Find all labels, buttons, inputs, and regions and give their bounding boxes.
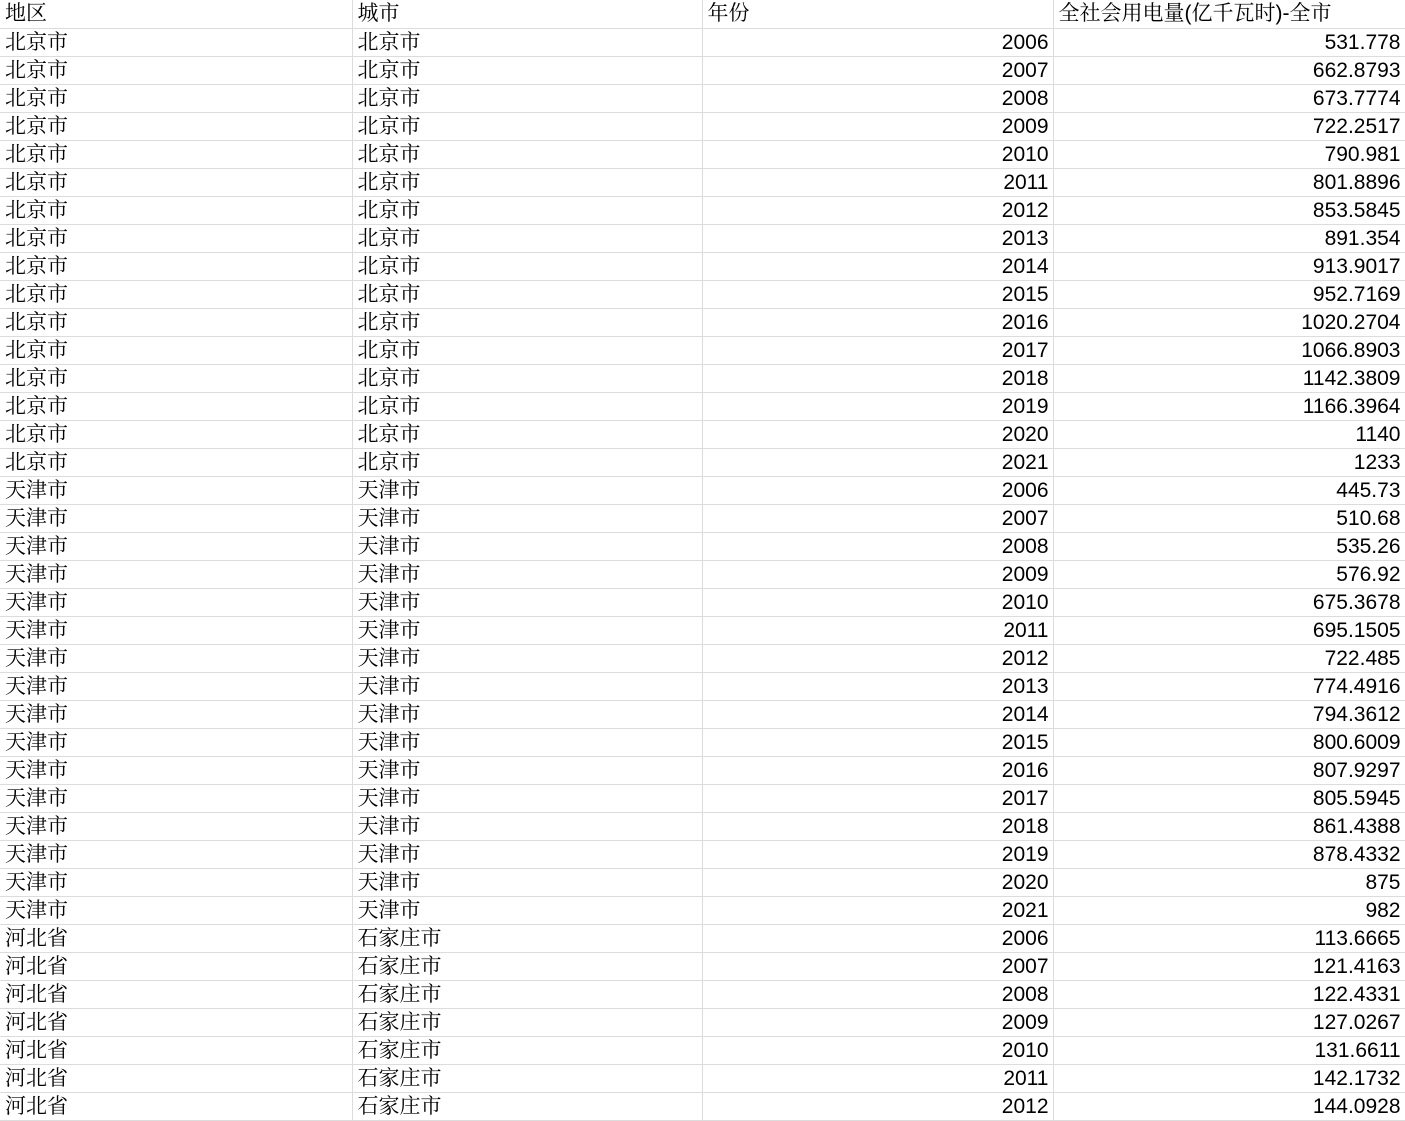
cell-region[interactable]: 天津市 bbox=[0, 616, 352, 644]
column-header-region[interactable]: 地区 bbox=[0, 0, 352, 28]
cell-region[interactable]: 天津市 bbox=[0, 560, 352, 588]
cell-region[interactable]: 北京市 bbox=[0, 224, 352, 252]
cell-year[interactable]: 2007 bbox=[702, 952, 1053, 980]
cell-electricity[interactable]: 662.8793 bbox=[1053, 56, 1405, 84]
cell-region[interactable]: 天津市 bbox=[0, 504, 352, 532]
cell-year[interactable]: 2011 bbox=[702, 1064, 1053, 1092]
cell-year[interactable]: 2007 bbox=[702, 504, 1053, 532]
cell-year[interactable]: 2019 bbox=[702, 392, 1053, 420]
table-row bbox=[0, 392, 1405, 420]
cell-year[interactable]: 2010 bbox=[702, 1036, 1053, 1064]
table-row bbox=[0, 980, 1405, 1008]
cell-electricity[interactable]: 722.2517 bbox=[1053, 112, 1405, 140]
header-row bbox=[0, 0, 1405, 28]
table-row bbox=[0, 728, 1405, 756]
cell-year[interactable]: 2011 bbox=[702, 168, 1053, 196]
cell-region[interactable]: 天津市 bbox=[0, 728, 352, 756]
cell-city[interactable]: 天津市 bbox=[352, 700, 702, 728]
cell-region[interactable]: 河北省 bbox=[0, 1092, 352, 1120]
table-row bbox=[0, 168, 1405, 196]
cell-year[interactable]: 2012 bbox=[702, 196, 1053, 224]
table-row bbox=[0, 112, 1405, 140]
cell-city[interactable]: 石家庄市 bbox=[352, 980, 702, 1008]
cell-electricity[interactable]: 113.6665 bbox=[1053, 924, 1405, 952]
cell-year[interactable]: 2007 bbox=[702, 56, 1053, 84]
column-header-city[interactable]: 城市 bbox=[352, 0, 702, 28]
cell-year[interactable]: 2020 bbox=[702, 420, 1053, 448]
cell-city[interactable]: 石家庄市 bbox=[352, 1036, 702, 1064]
cell-year[interactable]: 2006 bbox=[702, 476, 1053, 504]
cell-year[interactable]: 2010 bbox=[702, 140, 1053, 168]
table-row bbox=[0, 924, 1405, 952]
cell-year[interactable]: 2021 bbox=[702, 448, 1053, 476]
cell-electricity[interactable]: 121.4163 bbox=[1053, 952, 1405, 980]
table-body bbox=[0, 28, 1405, 1120]
cell-year[interactable]: 2016 bbox=[702, 756, 1053, 784]
cell-city[interactable]: 天津市 bbox=[352, 560, 702, 588]
cell-year[interactable]: 2006 bbox=[702, 924, 1053, 952]
table-row bbox=[0, 224, 1405, 252]
cell-city[interactable]: 石家庄市 bbox=[352, 952, 702, 980]
cell-year[interactable]: 2021 bbox=[702, 896, 1053, 924]
cell-city[interactable]: 北京市 bbox=[352, 448, 702, 476]
cell-electricity[interactable]: 794.3612 bbox=[1053, 700, 1405, 728]
table-row bbox=[0, 420, 1405, 448]
table-row bbox=[0, 504, 1405, 532]
cell-city[interactable]: 北京市 bbox=[352, 308, 702, 336]
table-row bbox=[0, 84, 1405, 112]
cell-region[interactable]: 天津市 bbox=[0, 868, 352, 896]
table-row bbox=[0, 196, 1405, 224]
table-row bbox=[0, 336, 1405, 364]
cell-year[interactable]: 2013 bbox=[702, 224, 1053, 252]
cell-year[interactable]: 2014 bbox=[702, 700, 1053, 728]
cell-region[interactable]: 北京市 bbox=[0, 252, 352, 280]
cell-year[interactable]: 2009 bbox=[702, 1008, 1053, 1036]
cell-region[interactable]: 北京市 bbox=[0, 280, 352, 308]
cell-region[interactable]: 天津市 bbox=[0, 672, 352, 700]
table-row bbox=[0, 1092, 1405, 1120]
cell-year[interactable]: 2013 bbox=[702, 672, 1053, 700]
cell-region[interactable]: 河北省 bbox=[0, 1064, 352, 1092]
column-header-electricity-consumption[interactable]: 全社会用电量(亿千瓦时)-全市 bbox=[1053, 0, 1405, 28]
cell-region[interactable]: 北京市 bbox=[0, 364, 352, 392]
cell-region[interactable]: 河北省 bbox=[0, 1008, 352, 1036]
cell-city[interactable]: 石家庄市 bbox=[352, 1092, 702, 1120]
cell-region[interactable]: 北京市 bbox=[0, 168, 352, 196]
table-row bbox=[0, 1008, 1405, 1036]
cell-electricity[interactable]: 982 bbox=[1053, 896, 1405, 924]
cell-city[interactable]: 北京市 bbox=[352, 336, 702, 364]
cell-region[interactable]: 北京市 bbox=[0, 392, 352, 420]
cell-region[interactable]: 天津市 bbox=[0, 532, 352, 560]
cell-electricity[interactable]: 535.26 bbox=[1053, 532, 1405, 560]
cell-year[interactable]: 2008 bbox=[702, 84, 1053, 112]
cell-electricity[interactable]: 790.981 bbox=[1053, 140, 1405, 168]
cell-region[interactable]: 河北省 bbox=[0, 952, 352, 980]
cell-region[interactable]: 天津市 bbox=[0, 476, 352, 504]
cell-electricity[interactable]: 875 bbox=[1053, 868, 1405, 896]
cell-city[interactable]: 天津市 bbox=[352, 868, 702, 896]
cell-electricity[interactable]: 722.485 bbox=[1053, 644, 1405, 672]
cell-city[interactable]: 北京市 bbox=[352, 196, 702, 224]
cell-year[interactable]: 2006 bbox=[702, 28, 1053, 56]
cell-electricity[interactable]: 805.5945 bbox=[1053, 784, 1405, 812]
cell-city[interactable]: 北京市 bbox=[352, 168, 702, 196]
cell-year[interactable]: 2014 bbox=[702, 252, 1053, 280]
cell-region[interactable]: 天津市 bbox=[0, 700, 352, 728]
cell-region[interactable]: 北京市 bbox=[0, 84, 352, 112]
cell-year[interactable]: 2010 bbox=[702, 588, 1053, 616]
cell-electricity[interactable]: 1142.3809 bbox=[1053, 364, 1405, 392]
cell-electricity[interactable]: 576.92 bbox=[1053, 560, 1405, 588]
cell-electricity[interactable]: 807.9297 bbox=[1053, 756, 1405, 784]
table-row bbox=[0, 840, 1405, 868]
cell-region[interactable]: 天津市 bbox=[0, 784, 352, 812]
table-row bbox=[0, 700, 1405, 728]
cell-region[interactable]: 天津市 bbox=[0, 756, 352, 784]
cell-year[interactable]: 2017 bbox=[702, 336, 1053, 364]
cell-region[interactable]: 北京市 bbox=[0, 336, 352, 364]
cell-electricity[interactable]: 1066.8903 bbox=[1053, 336, 1405, 364]
table-row bbox=[0, 448, 1405, 476]
cell-year[interactable]: 2020 bbox=[702, 868, 1053, 896]
cell-electricity[interactable]: 800.6009 bbox=[1053, 728, 1405, 756]
cell-region[interactable]: 北京市 bbox=[0, 112, 352, 140]
cell-city[interactable]: 北京市 bbox=[352, 252, 702, 280]
cell-city[interactable]: 北京市 bbox=[352, 56, 702, 84]
cell-region[interactable]: 北京市 bbox=[0, 448, 352, 476]
cell-electricity[interactable]: 531.778 bbox=[1053, 28, 1405, 56]
cell-city[interactable]: 天津市 bbox=[352, 812, 702, 840]
cell-year[interactable]: 2015 bbox=[702, 728, 1053, 756]
table-row bbox=[0, 308, 1405, 336]
cell-year[interactable]: 2012 bbox=[702, 1092, 1053, 1120]
table-row bbox=[0, 784, 1405, 812]
table-row bbox=[0, 952, 1405, 980]
table-row bbox=[0, 812, 1405, 840]
table-row bbox=[0, 476, 1405, 504]
cell-electricity[interactable]: 774.4916 bbox=[1053, 672, 1405, 700]
cell-year[interactable]: 2008 bbox=[702, 532, 1053, 560]
cell-region[interactable]: 天津市 bbox=[0, 840, 352, 868]
cell-year[interactable]: 2009 bbox=[702, 560, 1053, 588]
cell-city[interactable]: 天津市 bbox=[352, 784, 702, 812]
cell-year[interactable]: 2019 bbox=[702, 840, 1053, 868]
cell-electricity[interactable]: 1140 bbox=[1053, 420, 1405, 448]
cell-city[interactable]: 石家庄市 bbox=[352, 924, 702, 952]
table-row bbox=[0, 588, 1405, 616]
cell-year[interactable]: 2011 bbox=[702, 616, 1053, 644]
cell-year[interactable]: 2017 bbox=[702, 784, 1053, 812]
table-row bbox=[0, 56, 1405, 84]
cell-city[interactable]: 天津市 bbox=[352, 532, 702, 560]
cell-region[interactable]: 河北省 bbox=[0, 1036, 352, 1064]
cell-electricity[interactable]: 853.5845 bbox=[1053, 196, 1405, 224]
cell-year[interactable]: 2012 bbox=[702, 644, 1053, 672]
cell-city[interactable]: 北京市 bbox=[352, 280, 702, 308]
cell-region[interactable]: 河北省 bbox=[0, 924, 352, 952]
cell-city[interactable]: 石家庄市 bbox=[352, 1064, 702, 1092]
cell-city[interactable]: 石家庄市 bbox=[352, 1008, 702, 1036]
cell-region[interactable]: 天津市 bbox=[0, 812, 352, 840]
cell-city[interactable]: 天津市 bbox=[352, 728, 702, 756]
cell-city[interactable]: 天津市 bbox=[352, 840, 702, 868]
cell-city[interactable]: 天津市 bbox=[352, 896, 702, 924]
cell-electricity[interactable]: 445.73 bbox=[1053, 476, 1405, 504]
table-row bbox=[0, 252, 1405, 280]
cell-electricity[interactable]: 1020.2704 bbox=[1053, 308, 1405, 336]
cell-year[interactable]: 2008 bbox=[702, 980, 1053, 1008]
table-row bbox=[0, 644, 1405, 672]
cell-year[interactable]: 2018 bbox=[702, 812, 1053, 840]
cell-electricity[interactable]: 673.7774 bbox=[1053, 84, 1405, 112]
cell-electricity[interactable]: 913.9017 bbox=[1053, 252, 1405, 280]
cell-electricity[interactable]: 952.7169 bbox=[1053, 280, 1405, 308]
cell-region[interactable]: 北京市 bbox=[0, 56, 352, 84]
cell-electricity[interactable]: 675.3678 bbox=[1053, 588, 1405, 616]
table-row bbox=[0, 532, 1405, 560]
cell-region[interactable]: 北京市 bbox=[0, 308, 352, 336]
cell-electricity[interactable]: 510.68 bbox=[1053, 504, 1405, 532]
table-row bbox=[0, 1036, 1405, 1064]
table-row bbox=[0, 1064, 1405, 1092]
table-row bbox=[0, 140, 1405, 168]
cell-region[interactable]: 天津市 bbox=[0, 896, 352, 924]
cell-electricity[interactable]: 127.0267 bbox=[1053, 1008, 1405, 1036]
cell-region[interactable]: 北京市 bbox=[0, 196, 352, 224]
cell-city[interactable]: 天津市 bbox=[352, 644, 702, 672]
cell-year[interactable]: 2016 bbox=[702, 308, 1053, 336]
cell-city[interactable]: 天津市 bbox=[352, 672, 702, 700]
table-row bbox=[0, 364, 1405, 392]
cell-city[interactable]: 天津市 bbox=[352, 616, 702, 644]
cell-electricity[interactable]: 144.0928 bbox=[1053, 1092, 1405, 1120]
cell-electricity[interactable]: 122.4331 bbox=[1053, 980, 1405, 1008]
cell-city[interactable]: 北京市 bbox=[352, 84, 702, 112]
cell-city[interactable]: 天津市 bbox=[352, 476, 702, 504]
cell-city[interactable]: 天津市 bbox=[352, 504, 702, 532]
cell-year[interactable]: 2018 bbox=[702, 364, 1053, 392]
table-row bbox=[0, 896, 1405, 924]
table-row bbox=[0, 616, 1405, 644]
cell-city[interactable]: 北京市 bbox=[352, 140, 702, 168]
table-row bbox=[0, 756, 1405, 784]
cell-electricity[interactable]: 695.1505 bbox=[1053, 616, 1405, 644]
cell-region[interactable]: 北京市 bbox=[0, 420, 352, 448]
table-row bbox=[0, 868, 1405, 896]
cell-electricity[interactable]: 861.4388 bbox=[1053, 812, 1405, 840]
cell-electricity[interactable]: 801.8896 bbox=[1053, 168, 1405, 196]
column-header-year[interactable]: 年份 bbox=[702, 0, 1053, 28]
cell-region[interactable]: 天津市 bbox=[0, 588, 352, 616]
cell-city[interactable]: 北京市 bbox=[352, 224, 702, 252]
cell-electricity[interactable]: 878.4332 bbox=[1053, 840, 1405, 868]
cell-city[interactable]: 北京市 bbox=[352, 28, 702, 56]
cell-region[interactable]: 北京市 bbox=[0, 28, 352, 56]
cell-electricity[interactable]: 142.1732 bbox=[1053, 1064, 1405, 1092]
table-row bbox=[0, 672, 1405, 700]
cell-year[interactable]: 2015 bbox=[702, 280, 1053, 308]
cell-city[interactable]: 北京市 bbox=[352, 364, 702, 392]
cell-city[interactable]: 北京市 bbox=[352, 112, 702, 140]
table-row bbox=[0, 560, 1405, 588]
cell-electricity[interactable]: 1166.3964 bbox=[1053, 392, 1405, 420]
cell-electricity[interactable]: 1233 bbox=[1053, 448, 1405, 476]
cell-region[interactable]: 天津市 bbox=[0, 644, 352, 672]
cell-city[interactable]: 天津市 bbox=[352, 588, 702, 616]
cell-electricity[interactable]: 131.6611 bbox=[1053, 1036, 1405, 1064]
table-row bbox=[0, 280, 1405, 308]
cell-region[interactable]: 北京市 bbox=[0, 140, 352, 168]
table-row bbox=[0, 28, 1405, 56]
cell-city[interactable]: 天津市 bbox=[352, 756, 702, 784]
cell-year[interactable]: 2009 bbox=[702, 112, 1053, 140]
cell-city[interactable]: 北京市 bbox=[352, 420, 702, 448]
cell-region[interactable]: 河北省 bbox=[0, 980, 352, 1008]
cell-city[interactable]: 北京市 bbox=[352, 392, 702, 420]
cell-electricity[interactable]: 891.354 bbox=[1053, 224, 1405, 252]
